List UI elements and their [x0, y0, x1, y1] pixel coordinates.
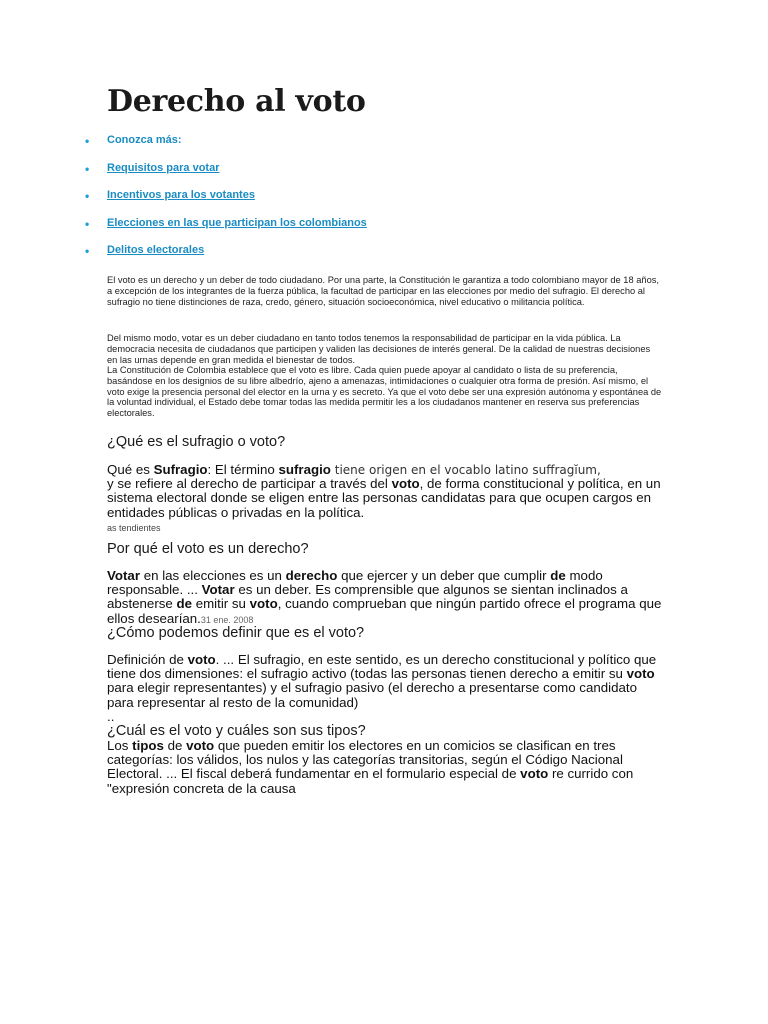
text-span: modo responsable. ...	[107, 568, 603, 598]
text-span: Definición de	[107, 652, 188, 667]
bold-term: voto	[187, 652, 216, 667]
link-incentivos-votantes[interactable]: Incentivos para los votantes	[107, 189, 255, 201]
bold-term: tipos	[132, 738, 164, 753]
text-span: tiene origen en el vocablo latino suffragĭum,	[330, 463, 601, 477]
heading-como-definir: ¿Cómo podemos definir que es el voto?	[107, 625, 365, 641]
bold-term: de	[176, 596, 193, 612]
date-stamp: 31 ene. 2008	[200, 614, 254, 625]
link-delitos-electorales[interactable]: Delitos electorales	[107, 244, 205, 256]
text-span: Los	[107, 738, 133, 753]
paragraph-por-que-derecho	[107, 569, 667, 627]
conozca-mas-label: Conozca más:	[107, 134, 182, 146]
text-span: : El término	[207, 462, 279, 477]
fragment-text: as tendientes	[107, 522, 161, 533]
text-span: que ejercer y un deber que cumplir	[337, 568, 551, 583]
text-span: , cuando comprueban que ningún partido ofrece el programa que ellos desearían.	[107, 596, 662, 626]
bullet-icon: •	[85, 189, 90, 203]
bullet-icon: •	[85, 244, 90, 258]
bold-term: voto	[391, 476, 420, 492]
text-span: es un deber. Es comprensible que algunos se sientan inclinados a abstenerse	[107, 582, 628, 612]
bold-term: derecho	[285, 568, 338, 583]
bold-term: de	[550, 568, 566, 583]
text-span: de	[163, 738, 187, 753]
link-elecciones-colombianos[interactable]: Elecciones en las que participan los colombianos	[107, 216, 367, 229]
list-item	[85, 189, 685, 217]
heading-que-es-sufragio: ¿Qué es el sufragio o voto?	[107, 434, 286, 450]
list-item	[85, 244, 685, 272]
link-list	[85, 134, 685, 272]
text-span: re currido con "expresión concreta de la causa	[107, 766, 634, 796]
text-span: en las elecciones es un	[140, 568, 286, 583]
bullet-icon: •	[85, 134, 90, 148]
text-span: y se refiere al derecho de participar a través del	[107, 476, 392, 492]
text-span: , de forma constitucional y política, en un sistema electoral donde se eligen entre las personas candidatas para que ocupen cargos en entidades públicas o privadas en la política.	[107, 476, 661, 520]
link-requisitos-para-votar[interactable]: Requisitos para votar	[107, 161, 220, 174]
text-span: . ... El sufragio, en este sentido, es un derecho constitucional y político que tiene dos dimensiones: el sufragio activo (todas las personas tienen derecho a emitir su	[107, 652, 657, 682]
paragraph-como-definir	[107, 653, 667, 724]
list-item	[85, 134, 685, 162]
bold-term: Votar	[201, 582, 235, 598]
paragraph-deber-ciudadano: Del mismo modo, votar es un deber ciudadano en tanto todos tenemos la responsabilidad de participar en la vida pública. La democracia necesita de ciudadanos que participen y validen las decisiones de interés general. De la calidad de nuestras decisiones en las urnas depende en gran medida el bienestar de todos.	[107, 333, 651, 365]
list-item	[85, 217, 685, 245]
bold-term: sufragio	[278, 462, 331, 477]
paragraph-voto-libre: La Constitución de Colombia establece que el voto es libre. Cada quien puede apoyar al candidato o lista de su preferencia, basándose en los designios de su libre albedrío, ajeno a amenazas, intimidaciones o cualquier otra forma de presión. Así mismo, el voto exige la presencia personal del elector en la urna y es secreto. Ya que el voto debe ser una expresión autónoma y espontánea de la voluntad individual, el Estado debe tomar todas las medida permitir les a los ciudadanos mantener en reserva sus preferencias electorales.	[107, 365, 662, 419]
heading-por-que-derecho: Por qué el voto es un derecho?	[107, 541, 309, 557]
text-span: ..	[107, 708, 115, 724]
paragraph-tipos-voto	[107, 739, 667, 796]
bold-term: Votar	[107, 568, 141, 583]
paragraph-derecho-deber: El voto es un derecho y un deber de todo ciudadano. Por una parte, la Constitución le garantiza a todo colombiano mayor de 18 años, a excepción de los integrantes de la fuerza pública, la facultad de participar en las elecciones por medio del sufragio. El derecho al sufragio no tiene distinciones de raza, credo, género, situación socioeconómica, nivel educativo o militancia política.	[107, 275, 659, 307]
text-span: que pueden emitir los electores en un comicios se clasifican en tres categorías: los válidos, los nulos y las categorías transitorias, según el Código Nacional Electoral. ... El fiscal deberá fundamentar en el formulario especial de	[107, 738, 623, 782]
text-span: Qué es	[107, 462, 154, 477]
bold-term: voto	[249, 596, 278, 612]
text-span: emitir su	[192, 596, 250, 612]
text-span: para elegir representantes) y el sufragio pasivo (el derecho a presentarse como candidato para representar al resto de la comunidad)	[107, 680, 637, 710]
bold-term: voto	[186, 738, 215, 753]
bold-term: voto	[626, 666, 655, 682]
bold-term: voto	[520, 766, 549, 782]
heading-cual-es-voto: ¿Cuál es el voto y cuáles son sus tipos?	[107, 723, 366, 739]
bullet-icon: •	[85, 161, 90, 176]
page-title: Derecho al voto	[107, 84, 366, 119]
bold-term: Sufragio	[153, 462, 208, 477]
bullet-icon: •	[85, 216, 90, 231]
paragraph-que-es-sufragio	[107, 463, 667, 535]
list-item	[85, 162, 685, 190]
